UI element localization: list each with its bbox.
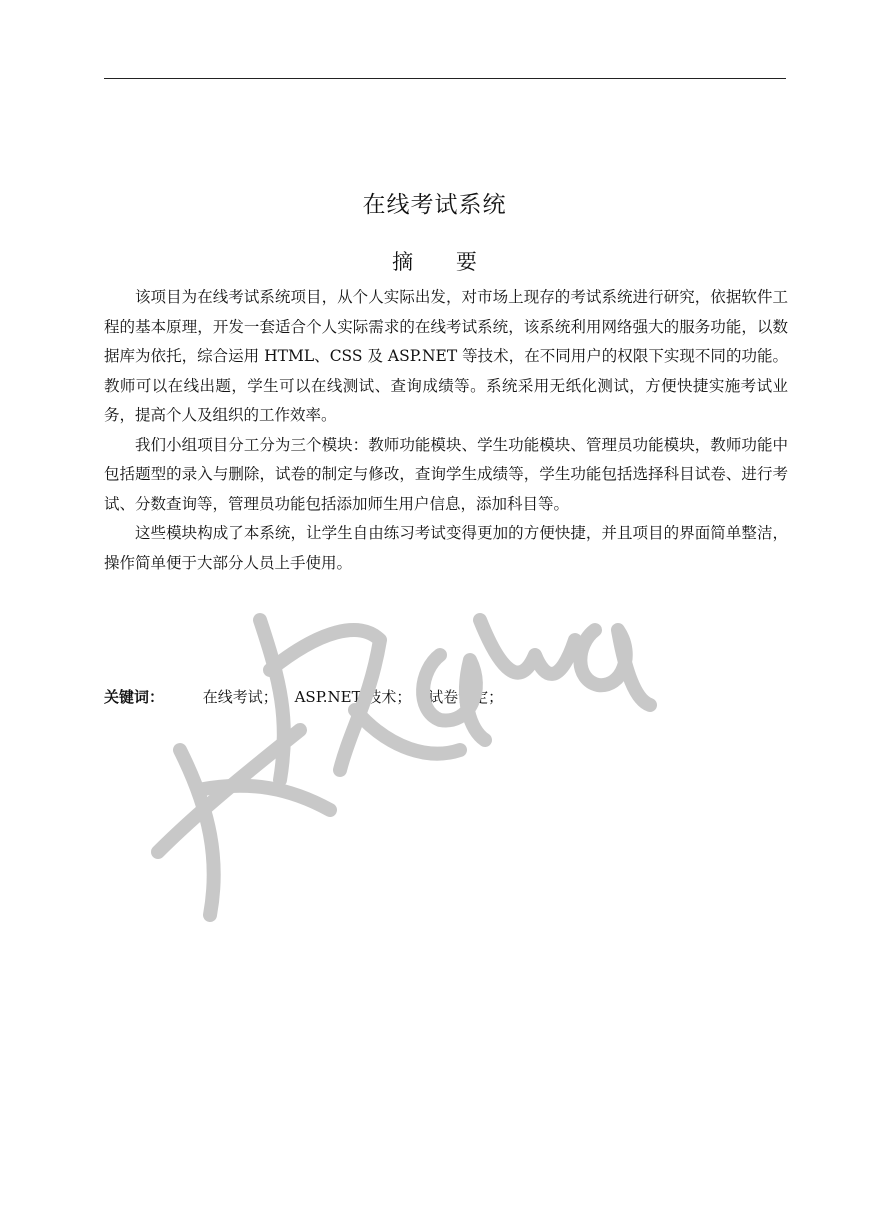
watermark-drawing — [140, 560, 660, 940]
abstract-heading: 摘 要 — [392, 250, 495, 274]
abstract-paragraph-2: 我们小组项目分工分为三个模块：教师功能模块、学生功能模块、管理员功能模块，教师功能中包括题型的录入与删除，试卷的制定与修改，查询学生成绩等，学生功能包括选择科目试卷、进行考试、分数查询等，管理员功能包括添加师生用户信息，添加科目等。 — [104, 435, 788, 513]
abstract-paragraph-3: 这些模块构成了本系统，让学生自由练习考试变得更加的方便快捷，并且项目的界面简单整洁，操作简单便于大部分人员上手使用。 — [104, 524, 788, 572]
watermark — [140, 560, 660, 940]
keyword-item: 试卷制定； — [428, 688, 504, 706]
abstract-paragraph-1: 该项目为在线考试系统项目，从个人实际出发，对市场上现存的考试系统进行研究，依据软件工程的基本原理，开发一套适合个人实际需求的在线考试系统，该系统利用网络强大的服务功能，以数据库为依托，综合运用 HTML、CSS 及 ASP.NET 等技术，在不同用户的权限下实现不同的功能。教师可以在线出题，学生可以在线测试、查询成绩等。系统采用无纸化测试，方便快捷实施考试业务，提高个人及组织的工作效率。 — [104, 288, 788, 424]
keyword-item: 在线考试； — [202, 688, 278, 706]
keyword-item: ASP.NET 技术； — [294, 688, 412, 706]
abstract-body — [104, 283, 788, 578]
document-title: 在线考试系统 — [362, 192, 507, 218]
header-rule — [104, 78, 786, 79]
keywords-label: 关键词： — [104, 688, 165, 706]
